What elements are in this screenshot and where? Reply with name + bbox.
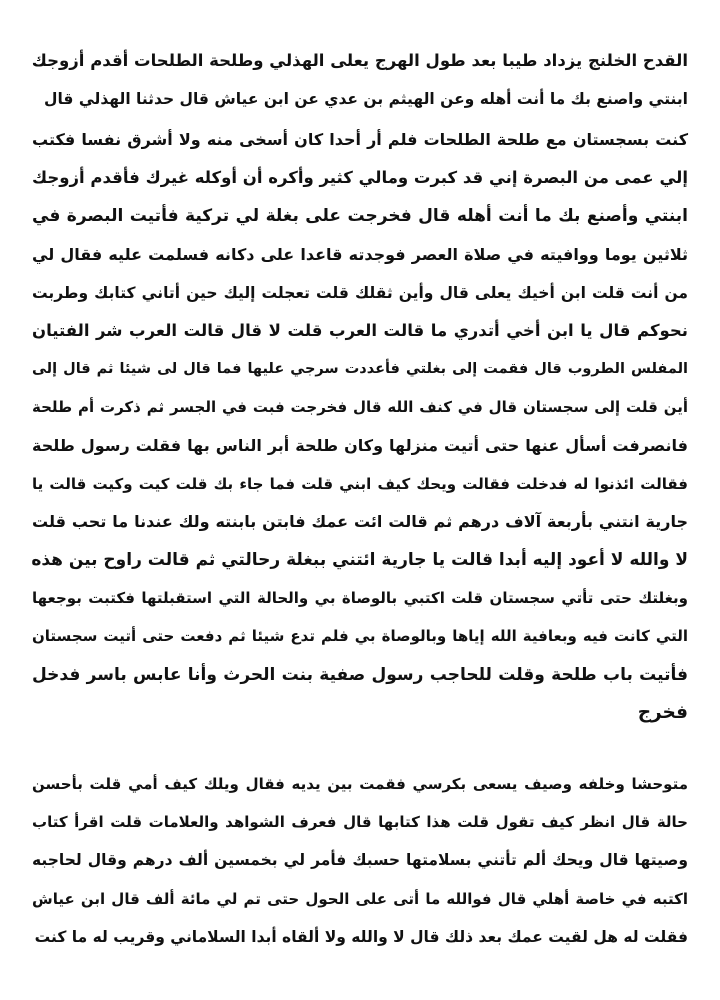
text-line: اكتبه في خاصة أهلي قال فوالله ما أتى على الحول حتى تم لي مائة ألف قال ابن عياش xyxy=(32,889,688,908)
text-line: جارية انتني بأربعة آلاف درهم ثم قالت ائت عمك فابتن بابنته ولك عندنا ما تحب قلت xyxy=(32,511,688,531)
text-line: إلي عمى من البصرة إني قد كبرت ومالي كثير وأكره أن أوكله غيرك فأقدم أزوجك xyxy=(32,168,688,188)
text-line: حالة قال انظر كيف تقول قلت هذا كتابها قال فعرف الشواهد والعلامات قلت اقرأ كتاب xyxy=(32,813,688,832)
text-line: متوحشا وخلفه وصيف يسعى بكرسي فقمت بين يديه فقال ويلك كيف أمي قلت بأحسن xyxy=(32,775,688,793)
text-line: فأتيت باب طلحة وقلت للحاجب رسول صفية بنت الحرث وأنا عابس باسر فدخل xyxy=(32,664,688,685)
text-line: نحوكم قال يا ابن أخي أتدري ما قالت العرب قلت لا قال قالت العرب شر الفتيان xyxy=(32,320,688,340)
text-line: القدح الخلنج يزداد طيبا بعد طول الهرج يعلى الهذلي وطلحة الطلحات أقدم أزوجك xyxy=(31,51,688,70)
text-line: فانصرفت أسأل عنها حتى أتيت منزلها وكان طلحة أبر الناس بها فقلت رسول طلحة xyxy=(32,435,688,455)
text-line: ابنتي واصنع بك ما أنت أهله وعن الهيثم بن عدي عن ابن عياش قال حدثنا الهذلي قال xyxy=(44,90,688,109)
text-line: ثلاثين يوما ووافيته في صلاة العصر فوجدته قاعدا على دكانه فسلمت عليه فقال لي xyxy=(32,244,688,264)
text-line: فقلت له هل لقيت عمك بعد ذلك قال لا والله ولا ألقاه أبدا السلاماني وقريب له ما كنت xyxy=(34,927,688,946)
text-line: وصيتها قال ويحك ألم تأتني بسلامتها حسبك فأمر لي بخمسين ألف درهم وقال لحاجبه xyxy=(32,851,688,870)
text-line: التي كانت فيه وبعافية الله إياها وبالوصاة بي فلم تدع شيئا ثم دفعت حتى أتيت سجستان xyxy=(32,627,688,646)
text-line: المفلس الطروب قال فقمت إلى بغلتي فأعددت سرجي عليها فما قال لى شيئا ثم قال إلى xyxy=(32,361,688,378)
text-line: ابنتي وأصنع بك ما أنت أهله قال فخرجت على بغلة لي تركية فأتيت البصرة في xyxy=(32,206,688,227)
text-line: وبغلتك حتى تأتي سجستان قلت اكتبي بالوصاة بي والحالة التي استقبلتها فكتبت بوجعها xyxy=(32,589,688,608)
text-line: من أنت قلت ابن أخيك يعلى قال وأين ثقلك قلت تعجلت إليك حين أتاني كتابك وطربت xyxy=(32,283,688,302)
paragraph-1 xyxy=(32,42,688,118)
text-line: أين قلت إلى سجستان قال في كنف الله قال فخرجت فبت في الجسر ثم ذكرت أم طلحة xyxy=(32,398,688,417)
text-line: فخرج xyxy=(637,701,688,723)
text-line: لا والله لا أعود إليه أبدا قالت يا جارية ائتني ببغلة رحالتي ثم قالت راوح بين هذه xyxy=(31,550,688,571)
text-line: فقالت ائذنوا له فدخلت فقالت ويحك كيف ابني قلت فما جاء بك قلت كيت وكيت قالت يا xyxy=(32,474,688,493)
paragraph-3 xyxy=(32,765,688,956)
text-line: كنت بسجستان مع طلحة الطلحات فلم أر أحدا كان أسخى منه ولا أشرق نفسا فكتب xyxy=(32,130,688,149)
paragraph-2 xyxy=(32,121,688,732)
